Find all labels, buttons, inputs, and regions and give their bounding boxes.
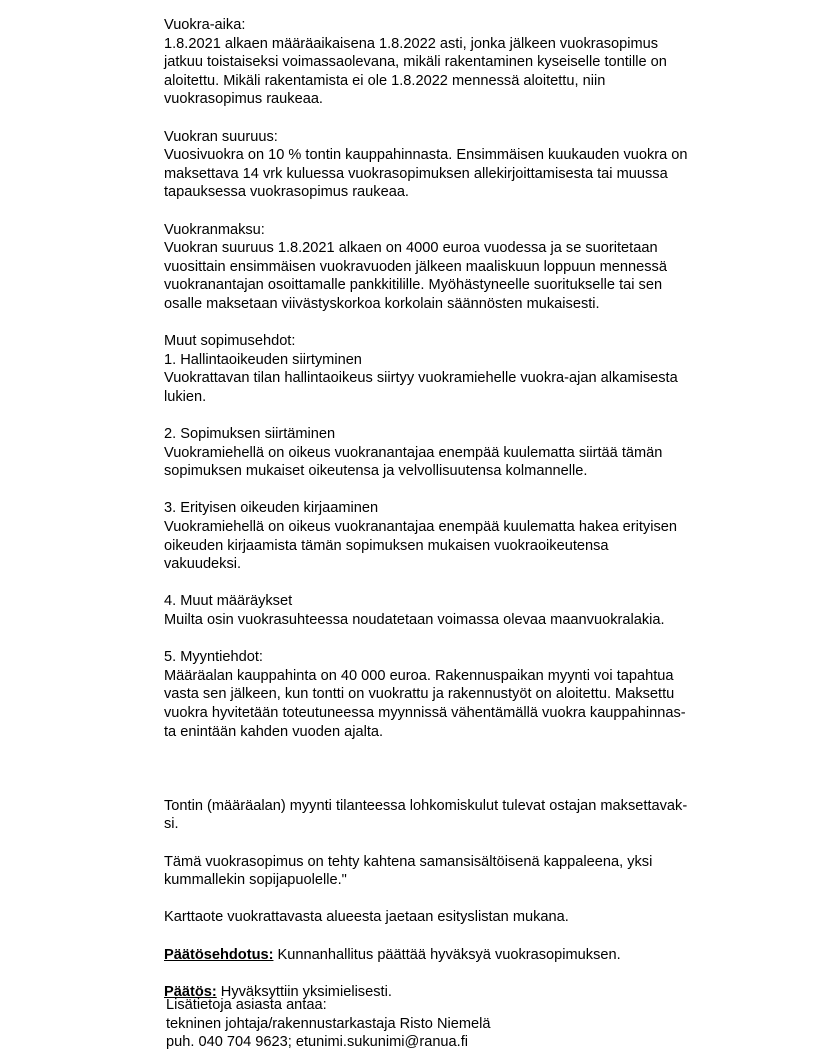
- text-line: osalle maksetaan viivästyskorkoa korkolain säännösten mukaisesti.: [164, 295, 600, 312]
- decision-proposal: [164, 946, 754, 965]
- decision-text: Hyväksyttiin yksimielisesti.: [216, 983, 392, 1000]
- text-line: vasta sen jälkeen, kun tontti on vuokrattu ja rakennustyöt on aloitettu. Maksettu: [164, 686, 675, 703]
- text-line: Vuosivuokra on 10 % tontin kauppahinnasta. Ensimmäisen kuukauden vuokra on: [164, 147, 688, 164]
- text-line: tapauksessa vuokrasopimus raukeaa.: [164, 184, 409, 201]
- text-line: Vuokramiehellä on oikeus vuokranantajaa enempää kuulematta hakea erityisen: [164, 519, 677, 536]
- text-line: vakuudeksi.: [164, 556, 242, 573]
- clause-title: 4. Muut määräykset: [164, 593, 293, 610]
- text-line: 1.8.2021 alkaen määräaikaisena 1.8.2022 asti, jonka jälkeen vuokrasopimus: [164, 35, 659, 52]
- decision-label: Päätös:: [164, 983, 217, 1000]
- text-line: oikeuden kirjaamista tämän sopimuksen mukaisen vuokraoikeutensa: [164, 537, 609, 554]
- spacer: [164, 760, 754, 797]
- paragraph-karttaote: [164, 908, 754, 927]
- paragraph-tontin-myynti: [164, 797, 754, 834]
- section-heading: Vuokranmaksu:: [164, 221, 265, 238]
- clause-title: 5. Myyntiehdot:: [164, 649, 263, 666]
- text-line: Määräalan kauppahinta on 40 000 euroa. Rakennuspaikan myynti voi tapahtua: [164, 667, 674, 684]
- clause-3: [164, 499, 754, 573]
- document-body: [164, 16, 754, 1020]
- contact-line: tekninen johtaja/rakennustarkastaja Risto Niemelä: [166, 1015, 491, 1032]
- text-line: ta enintään kahden vuoden ajalta.: [164, 723, 384, 740]
- proposal-text: Kunnanhallitus päättää hyväksyä vuokrasopimuksen.: [273, 946, 621, 963]
- text-line: Karttaote vuokrattavasta alueesta jaetaan esityslistan mukana.: [164, 909, 569, 926]
- text-line: vuokrasopimus raukeaa.: [164, 91, 323, 108]
- text-line: Muilta osin vuokrasuhteessa noudatetaan voimassa olevaa maanvuokralakia.: [164, 612, 665, 628]
- section-heading: Vuokran suuruus:: [164, 128, 278, 145]
- section-heading: Vuokra-aika:: [164, 17, 246, 33]
- text-line: Tämä vuokrasopimus on tehty kahtena samansisältöisenä kappaleena, yksi: [164, 853, 653, 870]
- paragraph-kahtena: [164, 853, 754, 890]
- text-line: vuokranantajan osoittamalle pankkitilille. Myöhästyneelle suoritukselle tai sen: [164, 277, 663, 294]
- clause-5: [164, 648, 754, 741]
- text-line: lukien.: [164, 388, 207, 405]
- contact-line: Lisätietoja asiasta antaa:: [166, 997, 327, 1013]
- clause-title: 2. Sopimuksen siirtäminen: [164, 426, 336, 443]
- section-vuokran-suuruus: [164, 128, 754, 202]
- text-line: vuosittain ensimmäisen vuokravuoden jälkeen maaliskuun loppuun mennessä: [164, 258, 667, 275]
- clause-2: [164, 425, 754, 481]
- text-line: vuokra hyvitetään toteutuneessa myynnissä vähentämällä vuokra kauppahinnas-: [164, 704, 686, 721]
- text-line: Tontin (määräalan) myynti tilanteessa lohkomiskulut tulevat ostajan maksettavak-: [164, 797, 688, 814]
- clause-title: 1. Hallintaoikeuden siirtyminen: [164, 351, 362, 368]
- clause-4: [164, 592, 754, 629]
- text-line: sopimuksen mukaiset oikeutensa ja velvollisuutensa kolmannelle.: [164, 463, 588, 480]
- text-line: maksettava 14 vrk kuluessa vuokrasopimuksen allekirjoittamisesta tai muussa: [164, 165, 668, 182]
- text-line: Vuokran suuruus 1.8.2021 alkaen on 4000 euroa vuodessa ja se suoritetaan: [164, 240, 658, 257]
- decision-proposal-line: [164, 946, 754, 965]
- proposal-label: Päätösehdotus:: [164, 946, 274, 963]
- contact-info: [166, 996, 666, 1052]
- text-line: kummallekin sopijapuolelle.": [164, 872, 347, 889]
- section-vuokra-aika: [164, 16, 754, 109]
- clause-title: 3. Erityisen oikeuden kirjaaminen: [164, 500, 379, 517]
- text-line: Vuokrattavan tilan hallintaoikeus siirtyy vuokramiehelle vuokra-ajan alkamisesta: [164, 370, 678, 387]
- section-muut-sopimusehdot: [164, 332, 754, 406]
- section-heading: Muut sopimusehdot:: [164, 333, 296, 350]
- section-vuokranmaksu: [164, 221, 754, 314]
- text-line: aloitettu. Mikäli rakentamista ei ole 1.8.2022 mennessä aloitettu, niin: [164, 72, 606, 89]
- text-line: Vuokramiehellä on oikeus vuokranantajaa enempää kuulematta siirtää tämän: [164, 444, 663, 461]
- text-line: jatkuu toistaiseksi voimassaolevana, mikäli rakentaminen kyseiselle tontille on: [164, 54, 667, 71]
- contact-line: puh. 040 704 9623; etunimi.sukunimi@ranua.fi: [166, 1034, 469, 1051]
- text-line: si.: [164, 816, 179, 833]
